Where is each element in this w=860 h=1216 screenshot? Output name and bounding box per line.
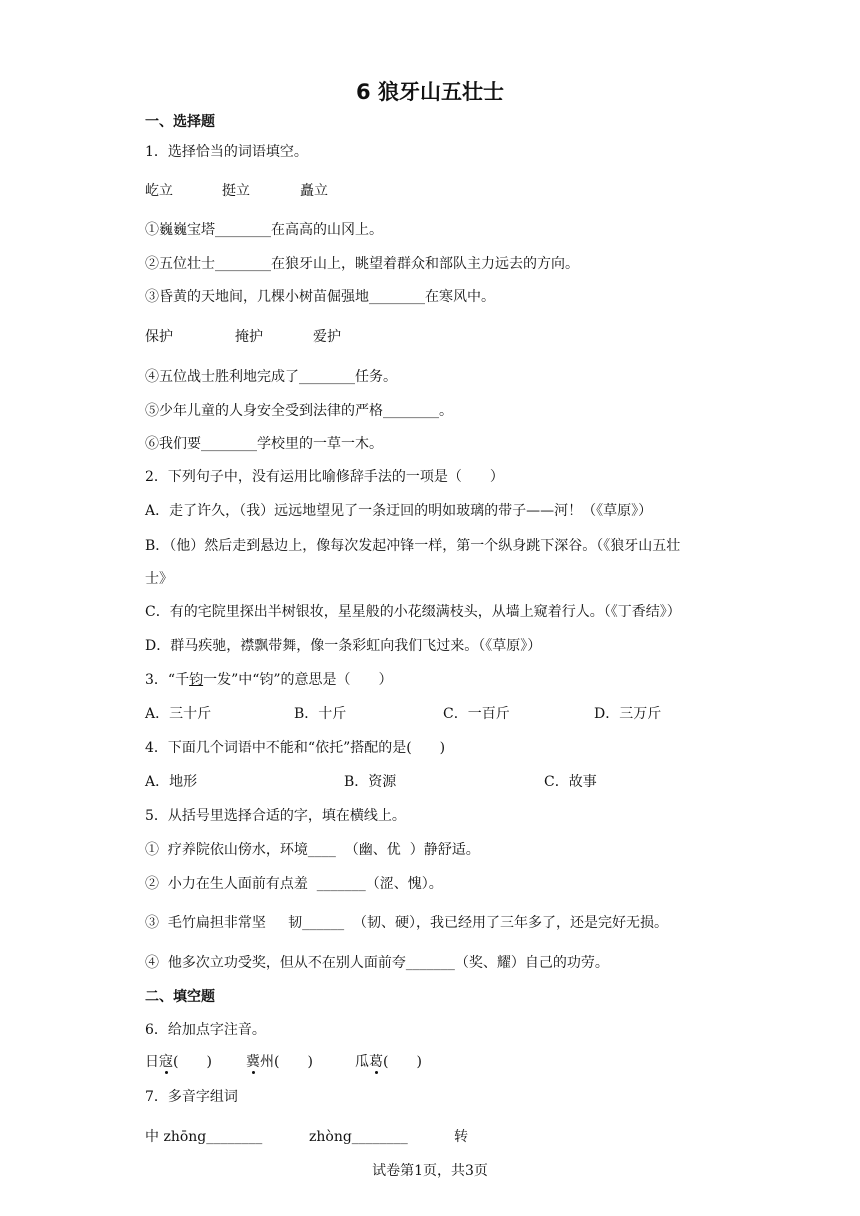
- answer-option-c: C．故事: [544, 774, 597, 790]
- polyphone-item: zhòng________: [309, 1129, 408, 1145]
- fill-item: ④ 他多次立功受奖，但从不在别人面前夸_______（奖、耀）自己的功劳。: [145, 955, 609, 971]
- answer-option-c: C．一百斤: [443, 706, 510, 722]
- fill-item: ②五位壮士________在狼牙山上，眺望着群众和部队主力远去的方向。: [145, 256, 579, 272]
- word-option: 掩护: [235, 329, 263, 345]
- question-5-stem: 5．从括号里选择合适的字，填在横线上。: [145, 808, 406, 824]
- word-option: 屹立: [145, 183, 173, 199]
- answer-option-a: A．三十斤: [145, 706, 212, 722]
- item-text: 日: [145, 1054, 159, 1070]
- page-title: 6 狼牙山五壮士: [356, 80, 504, 104]
- word-option: 爱护: [313, 329, 341, 345]
- polyphone-item: 中 zhōng________: [145, 1129, 263, 1145]
- word-option: 保护: [145, 329, 173, 345]
- pinyin-item: [355, 1053, 422, 1071]
- page-footer: 试卷第1页，共3页: [372, 1163, 488, 1179]
- question-2-stem: 2．下列句子中，没有运用比喻修辞手法的一项是（ ）: [145, 469, 504, 485]
- answer-option-b: B．资源: [344, 774, 397, 790]
- section-heading-fill: 二、填空题: [145, 989, 215, 1005]
- dotted-character: 寇: [159, 1054, 173, 1070]
- pinyin-item: [145, 1053, 212, 1071]
- item-text: ( ): [383, 1054, 422, 1070]
- fill-item: ① 疗养院依山傍水，环境____ （幽、优 ）静舒适。: [145, 842, 480, 858]
- answer-option-b: B．十斤: [294, 706, 347, 722]
- word-option: 挺立: [222, 183, 250, 199]
- answer-option-d: D．群马疾驰，襟飘带舞，像一条彩虹向我们飞过来。（《草原》）: [145, 638, 542, 654]
- polyphone-item: 转: [454, 1129, 468, 1145]
- pinyin-item: [246, 1053, 313, 1071]
- question-6-stem: 6．给加点字注音。: [145, 1022, 266, 1038]
- underlined-character: 钧: [189, 672, 204, 688]
- answer-option-d: D．三万斤: [594, 706, 662, 722]
- answer-option-c: C．有的宅院里探出半树银妆，星星般的小花缀满枝头，从墙上窥着行人。（《丁香结》）: [145, 604, 681, 620]
- question-1-stem: 1．选择恰当的词语填空。: [145, 144, 308, 160]
- fill-item: ①巍巍宝塔________在高高的山冈上。: [145, 222, 383, 238]
- fill-item: ⑤少年儿童的人身安全受到法律的严格________。: [145, 403, 453, 419]
- answer-option-a: A．走了许久，（我）远远地望见了一条迂回的明如玻璃的带子——河！（《草原》）: [145, 503, 653, 519]
- fill-item: ③ 毛竹扁担非常坚 韧______ （韧、硬），我已经用了三年多了，还是完好无损。: [145, 915, 669, 931]
- question-3-stem: [145, 671, 393, 689]
- stem-text: 3．“千: [145, 672, 190, 688]
- fill-item: ② 小力在生人面前有点羞 _______（涩、愧）。: [145, 876, 443, 892]
- item-text: 州( ): [260, 1054, 313, 1070]
- item-text: 瓜: [355, 1054, 369, 1070]
- stem-text: 一发”中“钧”的意思是（ ）: [203, 672, 393, 688]
- section-heading-choice: 一、选择题: [145, 114, 215, 130]
- answer-option-a: A．地形: [145, 774, 198, 790]
- fill-item: ⑥我们要________学校里的一草一木。: [145, 436, 383, 452]
- fill-item: ③昏黄的天地间，几棵小树苗倔强地________在寒风中。: [145, 289, 495, 305]
- dotted-character: 葛: [369, 1054, 383, 1070]
- question-7-stem: 7．多音字组词: [145, 1089, 238, 1105]
- answer-option-b: B．（他）然后走到悬边上，像每次发起冲锋一样，第一个纵身跳下深谷。（《狼牙山五壮: [145, 538, 681, 554]
- word-option: 矗立: [300, 183, 328, 199]
- question-4-stem: 4．下面几个词语中不能和“依托”搭配的是( ): [145, 740, 446, 756]
- item-text: ( ): [173, 1054, 212, 1070]
- answer-option-b-continued: 士》: [145, 571, 173, 587]
- dotted-character: 冀: [246, 1054, 260, 1070]
- fill-item: ④五位战士胜利地完成了________任务。: [145, 369, 397, 385]
